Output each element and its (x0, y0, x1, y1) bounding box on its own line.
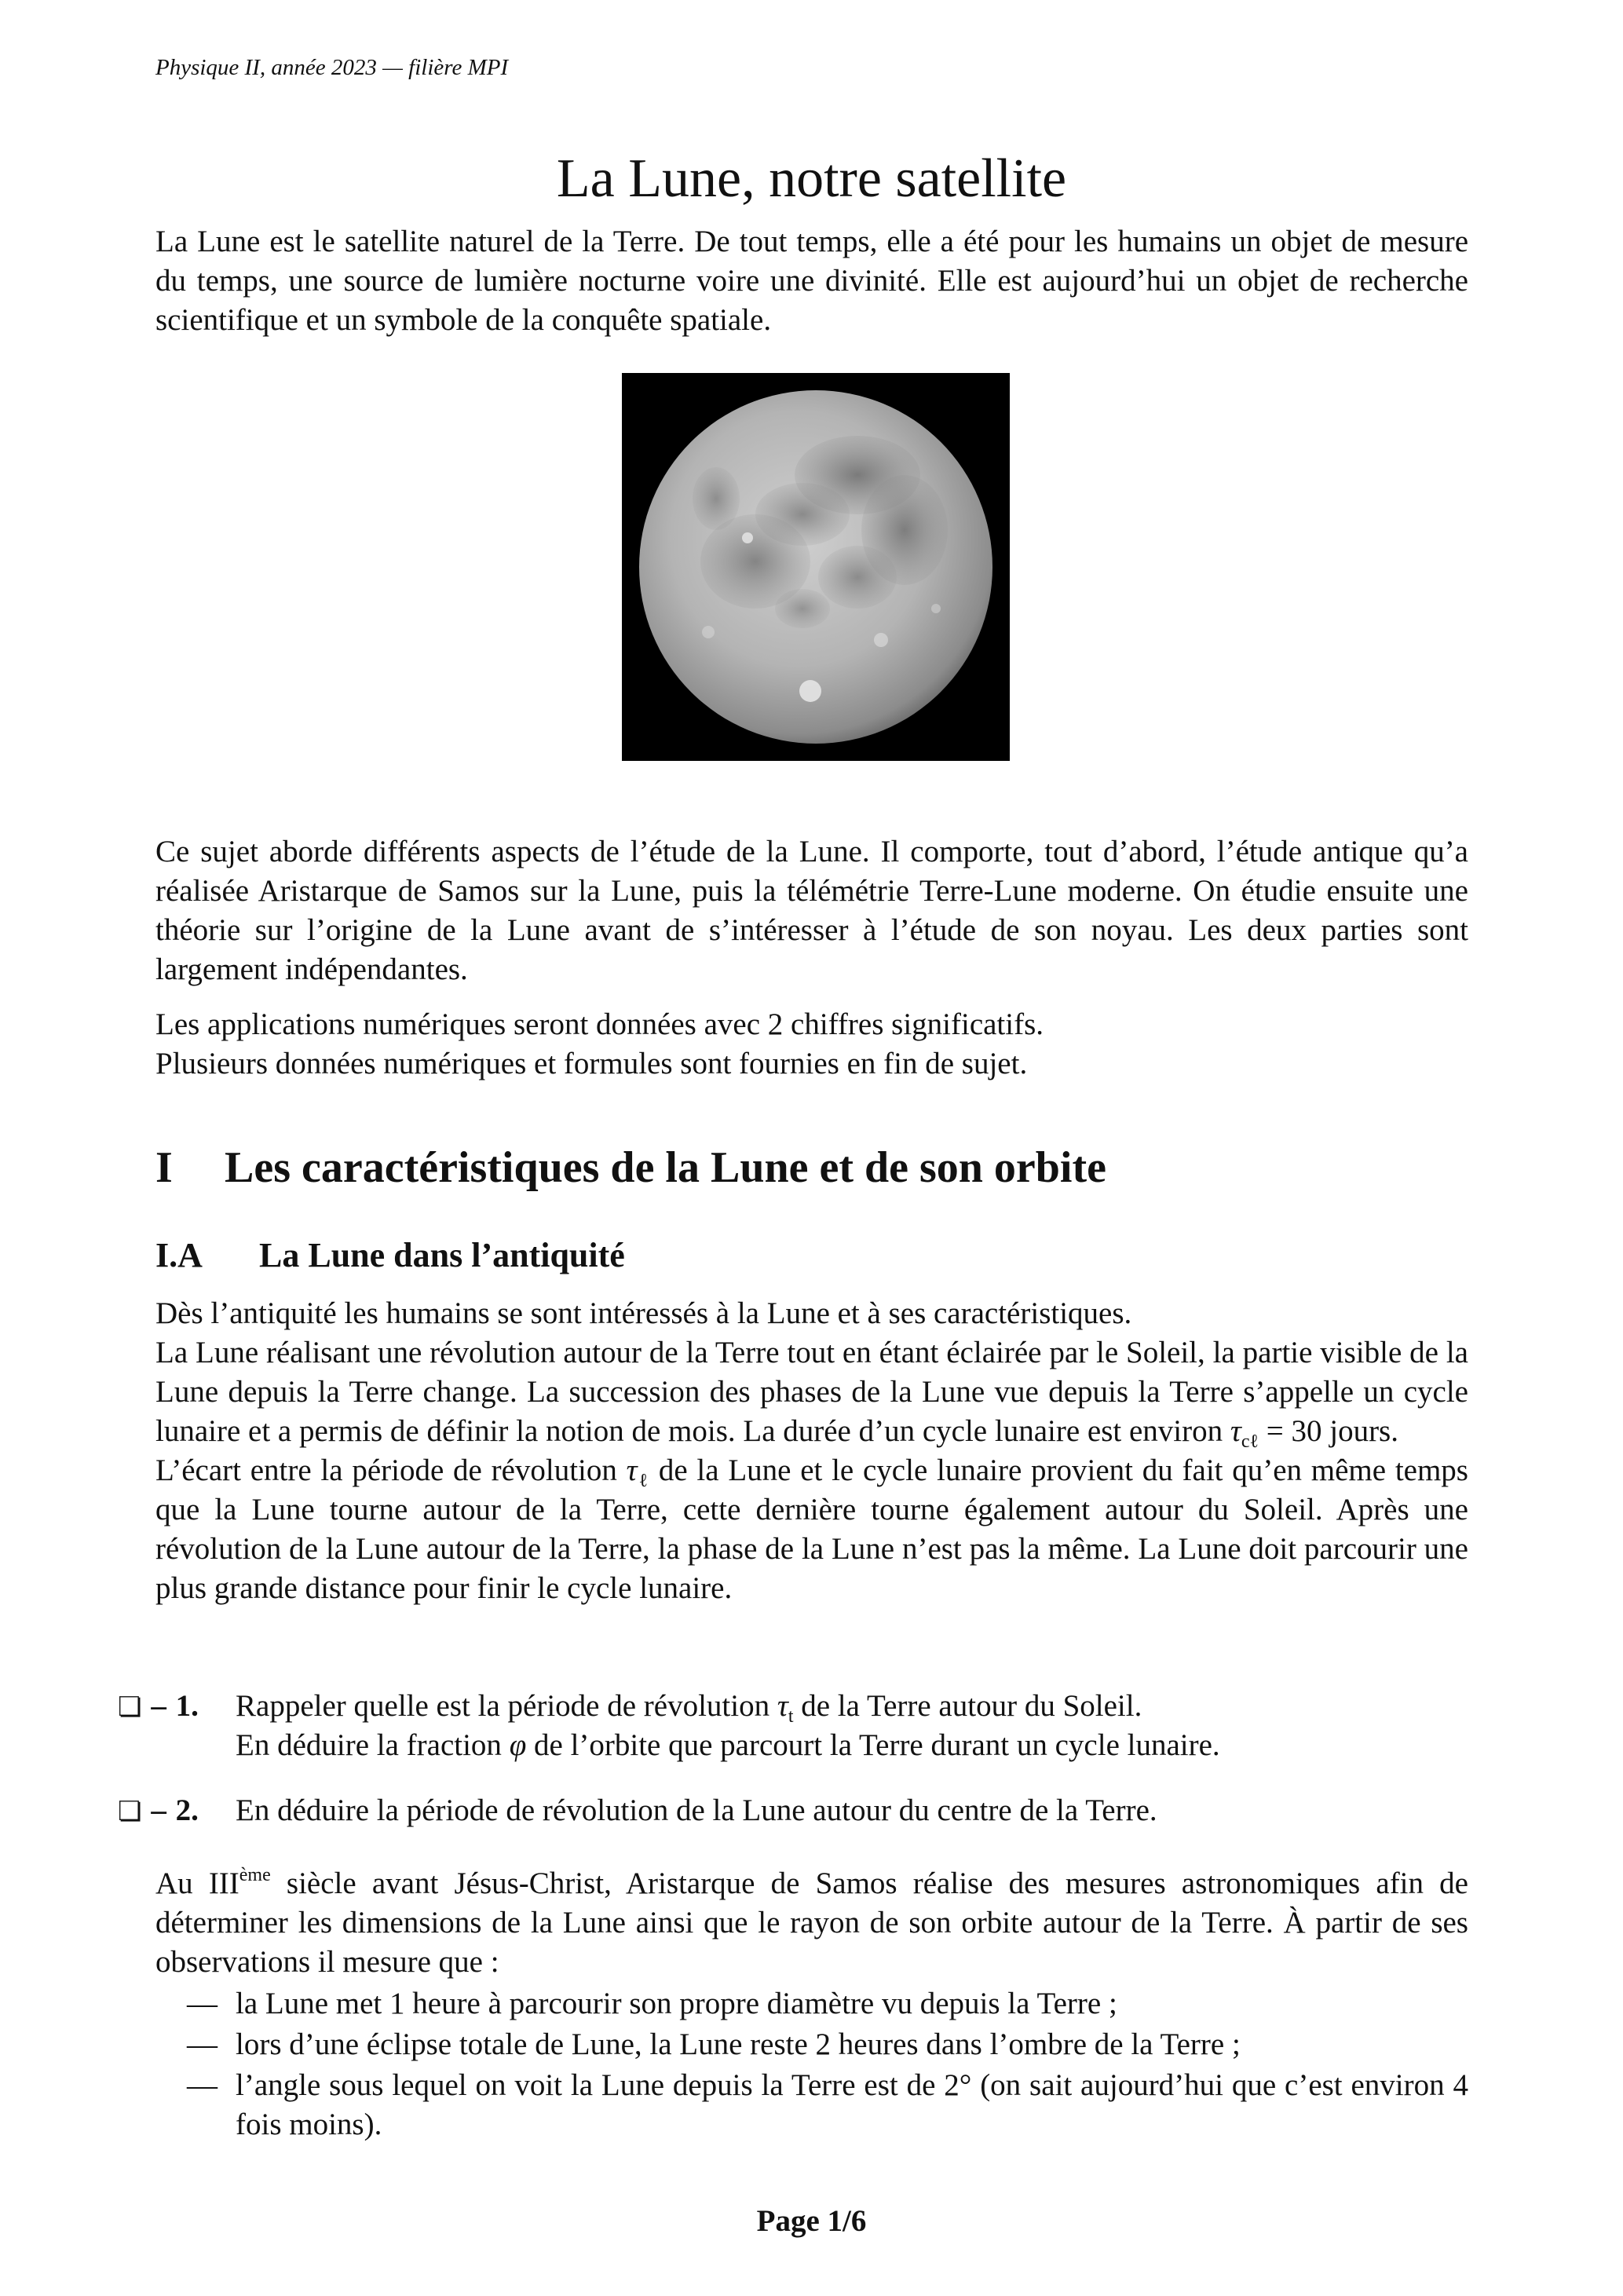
tau-symbol: τ (777, 1689, 788, 1723)
list-item: — la Lune met 1 heure à parcourir son propre diamètre vu depuis la Terre ; (155, 1984, 1468, 2024)
dash-bullet: — (187, 1987, 217, 2020)
antiquity-lunar-cycle: La Lune réalisant une révolution autour de la Terre tout en étant éclairée par le Soleil, la partie visible de la Lune depuis la Terre change. La succession des phases de la Lune vue depuis la Terre s’appelle un cycle lunaire et a permis de définir la notion de mois. La durée d’un cycle lunaire est environ $\tau_{c\ell} = 30$ jours. (155, 1336, 1468, 1452)
tau-cl-subscript: cℓ (1241, 1431, 1259, 1452)
section-title: Les caractéristiques de la Lune et de son orbite (225, 1143, 1106, 1192)
question-1-number: 1 (175, 1689, 192, 1723)
checkbox-icon: ❏ (118, 1691, 142, 1723)
checkbox-icon: ❏ (118, 1796, 142, 1827)
full-moon-photo (622, 373, 1010, 761)
observation-list (155, 1984, 1468, 2146)
antiquity-line-1: Dès l’antiquité les humains se sont intéressés à la Lune et à ses caractéristiques. (155, 1296, 1132, 1330)
page-number: Page 1/6 (756, 2204, 867, 2238)
section-heading (155, 1143, 1106, 1193)
antiquity-paragraph (155, 1294, 1468, 1608)
tau-symbol: τ (1230, 1414, 1241, 1448)
tau-l-subscript: ℓ (637, 1471, 650, 1491)
question-1-line-1: Rappeler quelle est la période de révolution $\tau_t$ de la Terre autour du Soleil. (236, 1689, 1142, 1727)
tau-symbol: τ (626, 1453, 638, 1487)
list-item: — lors d’une éclipse totale de Lune, la Lune reste 2 heures dans l’ombre de la Terre ; (155, 2025, 1468, 2064)
question-1-line-2: En déduire la fraction φ de l’orbite que parcourt la Terre durant un cycle lunaire. (236, 1728, 1220, 1762)
instructions-paragraph (155, 1005, 1468, 1084)
subsection-heading (155, 1235, 625, 1275)
moon-figure (622, 373, 1010, 761)
question-2-number: 2 (175, 1793, 192, 1827)
subsection-title: La Lune dans l’antiquité (259, 1236, 625, 1274)
dash-bullet: — (187, 2027, 217, 2061)
instructions-line-1: Les applications numériques seront données avec 2 chiffres significatifs. (155, 1007, 1044, 1041)
question-1-marker: ❏ – 1. (118, 1689, 199, 1723)
antiquity-revolution: L’écart entre la période de révolution $\tau_\ell$ de la Lune et le cycle lunaire provient du fait qu’en même temps que la Lune tourne autour de la Terre, cette dernière tourne également autour du Soleil. Après une révolution de la Lune autour de la Terre, la phase de la Lune n’est pas la même. La Lune doit parcourir une plus grande distance pour finir le cycle lunaire. (155, 1453, 1468, 1605)
intro-paragraph: La Lune est le satellite naturel de la Terre. De tout temps, elle a été pour les humains un objet de mesure du temps, une source de lumière nocturne voire une divinité. Elle est aujourd’hui un objet de recherche scientifique et un symbole de la conquête spatiale. (155, 225, 1468, 337)
list-item: — l’angle sous lequel on voit la Lune depuis la Terre est de 2° (on sait aujourd’hui que c’est environ 4 fois moins). (155, 2066, 1468, 2144)
instructions-line-2: Plusieurs données numériques et formules sont fournies en fin de sujet. (155, 1047, 1028, 1080)
question-1-body (236, 1687, 1468, 1765)
running-header: Physique II, année 2023 — filière MPI (155, 55, 509, 80)
aristarque-paragraph: Au IIIème siècle avant Jésus-Christ, Aristarque de Samos réalise des mesures astronomiques afin de déterminer les dimensions de la Lune ainsi que le rayon de son orbite autour de la Terre. À partir de ses observations il mesure que : (155, 1865, 1468, 1979)
century-superscript: ème (239, 1865, 271, 1885)
scope-paragraph: Ce sujet aborde différents aspects de l’étude de la Lune. Il comporte, tout d’abord, l’étude antique qu’a réalisée Aristarque de Samos sur la Lune, puis la télémétrie Terre-Lune moderne. On étudie ensuite une théorie sur l’origine de la Lune avant de s’intéresser à l’étude de son noyau. Les deux parties sont largement indépendantes. (155, 835, 1468, 986)
phi-symbol: φ (509, 1728, 527, 1762)
section-number: I (155, 1143, 173, 1192)
question-2-marker: ❏ – 2. (118, 1793, 199, 1827)
document-title: La Lune, notre satellite (556, 148, 1067, 209)
subsection-number: I.A (155, 1236, 203, 1274)
dash-bullet: — (187, 2068, 217, 2102)
question-2-body: En déduire la période de révolution de la Lune autour du centre de la Terre. (236, 1793, 1157, 1827)
tau-t-subscript: t (788, 1706, 794, 1727)
